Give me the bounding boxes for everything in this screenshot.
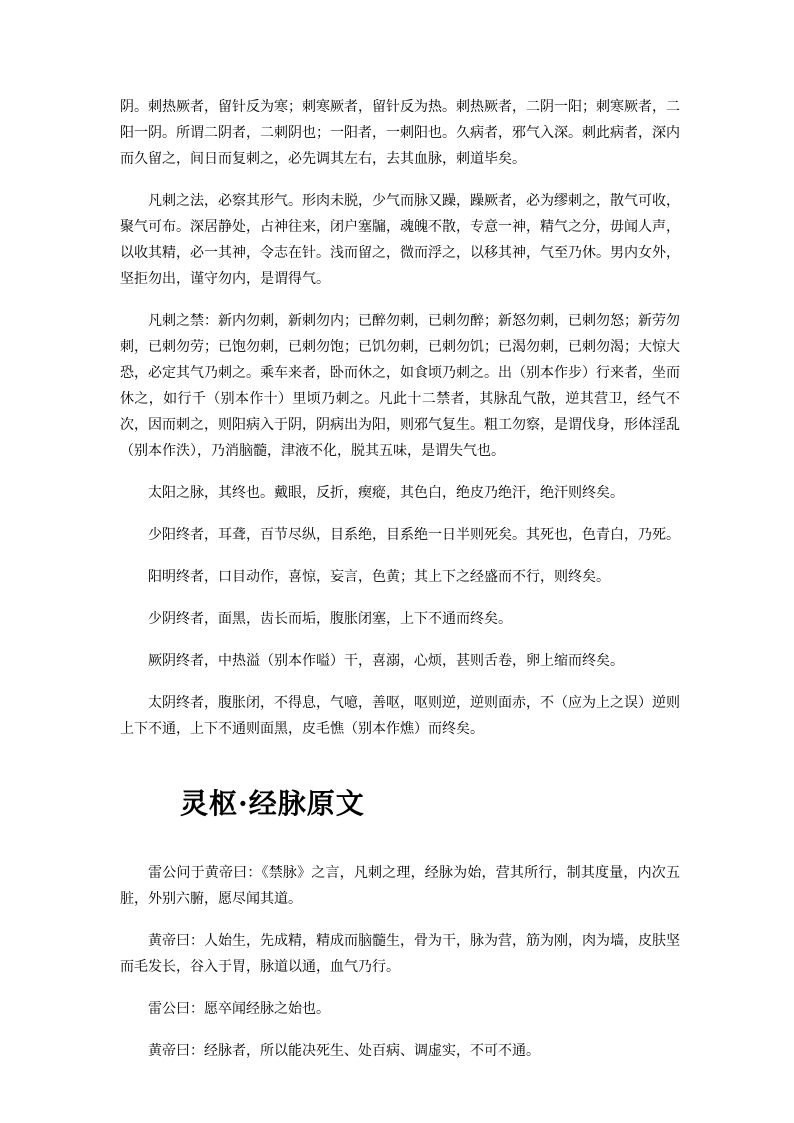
paragraph: 少阴终者，面黑，齿长而垢，腹胀闭塞，上下不通而终矣。 (148, 611, 512, 627)
paragraph: 太阴终者，腹胀闭，不得息，气噫，善呕，呕则逆，逆则面赤，不（应为上之误）逆则上下不通，上下不通则面黑，皮毛憔（别本作燋）而终矣。 (120, 695, 680, 737)
paragraph: 少阳终者，耳聋，百节尽纵，目系绝，目系绝一日半则死矣。其死也，色青白，乃死。 (148, 527, 680, 543)
paragraph: 黄帝曰：经脉者，所以能决死生、处百病、调虚实，不可不通。 (148, 1043, 540, 1059)
paragraph: 雷公问于黄帝曰：《禁脉》之言，凡刺之理，经脉为始，营其所行，制其度量，内次五脏，外别六腑，愿尽闻其道。 (120, 865, 680, 907)
paragraph: 阴。刺热厥者，留针反为寒；刺寒厥者，留针反为热。刺热厥者，二阴一阳；刺寒厥者，二阳一阴。所谓二阴者，二刺阴也；一阳者，一刺阳也。久病者，邪气入深。刺此病者，深内而久留之，间日而复刺之，必先调其左右，去其血脉，刺道毕矣。 (120, 99, 680, 167)
paragraph: 凡刺之法，必察其形气。形肉未脱，少气而脉又躁，躁厥者，必为缪刺之，散气可收，聚气可布。深居静处，占神往来，闭户塞牖，魂魄不散，专意一神，精气之分，毋闻人声，以收其精，必一其神，令志在针。浅而留之，微而浮之，以移其神，气至乃休。男内女外，坚拒勿出，谨守勿内，是谓得气。 (120, 193, 680, 287)
paragraph: 黄帝曰：人始生，先成精，精成而脑髓生，骨为干，脉为营，筋为刚，肉为墙，皮肤坚而毛发长，谷入于胃，脉道以通，血气乃行。 (120, 933, 680, 975)
paragraph: 厥阴终者，中热溢（别本作嗌）干，喜溺，心烦，甚则舌卷，卵上缩而终矣。 (148, 653, 624, 669)
paragraph: 雷公曰：愿卒闻经脉之始也。 (148, 1001, 330, 1017)
paragraph: 太阳之脉，其终也。戴眼，反折，瘈瘲，其色白，绝皮乃绝汗，绝汗则终矣。 (148, 485, 624, 501)
paragraph: 凡刺之禁：新内勿刺，新刺勿内；已醉勿刺，已刺勿醉；新怒勿刺，已刺勿怒；新劳勿刺，已刺勿劳；已饱勿刺，已刺勿饱；已饥勿刺，已刺勿饥；已渴勿刺，已刺勿渴；大惊大恐，必定其气乃刺之。乘车来者，卧而休之，如食顷乃刺之。出（别本作步）行来者，坐而休之，如行千（别本作十）里顷乃刺之。凡此十二禁者，其脉乱气散，逆其营卫，经气不次，因而刺之，则阳病入于阴，阴病出为阳，则邪气复生。粗工勿察，是谓伐身，形体淫乱（别本作泆），乃消脑髓，津液不化，脱其五味，是谓失气也。 (120, 313, 680, 459)
section-heading: 灵枢·经脉原文 (180, 787, 365, 820)
document-page (120, 94, 680, 1080)
paragraph: 阳明终者，口目动作，喜惊，妄言，色黄；其上下之经盛而不行，则终矣。 (148, 569, 610, 585)
